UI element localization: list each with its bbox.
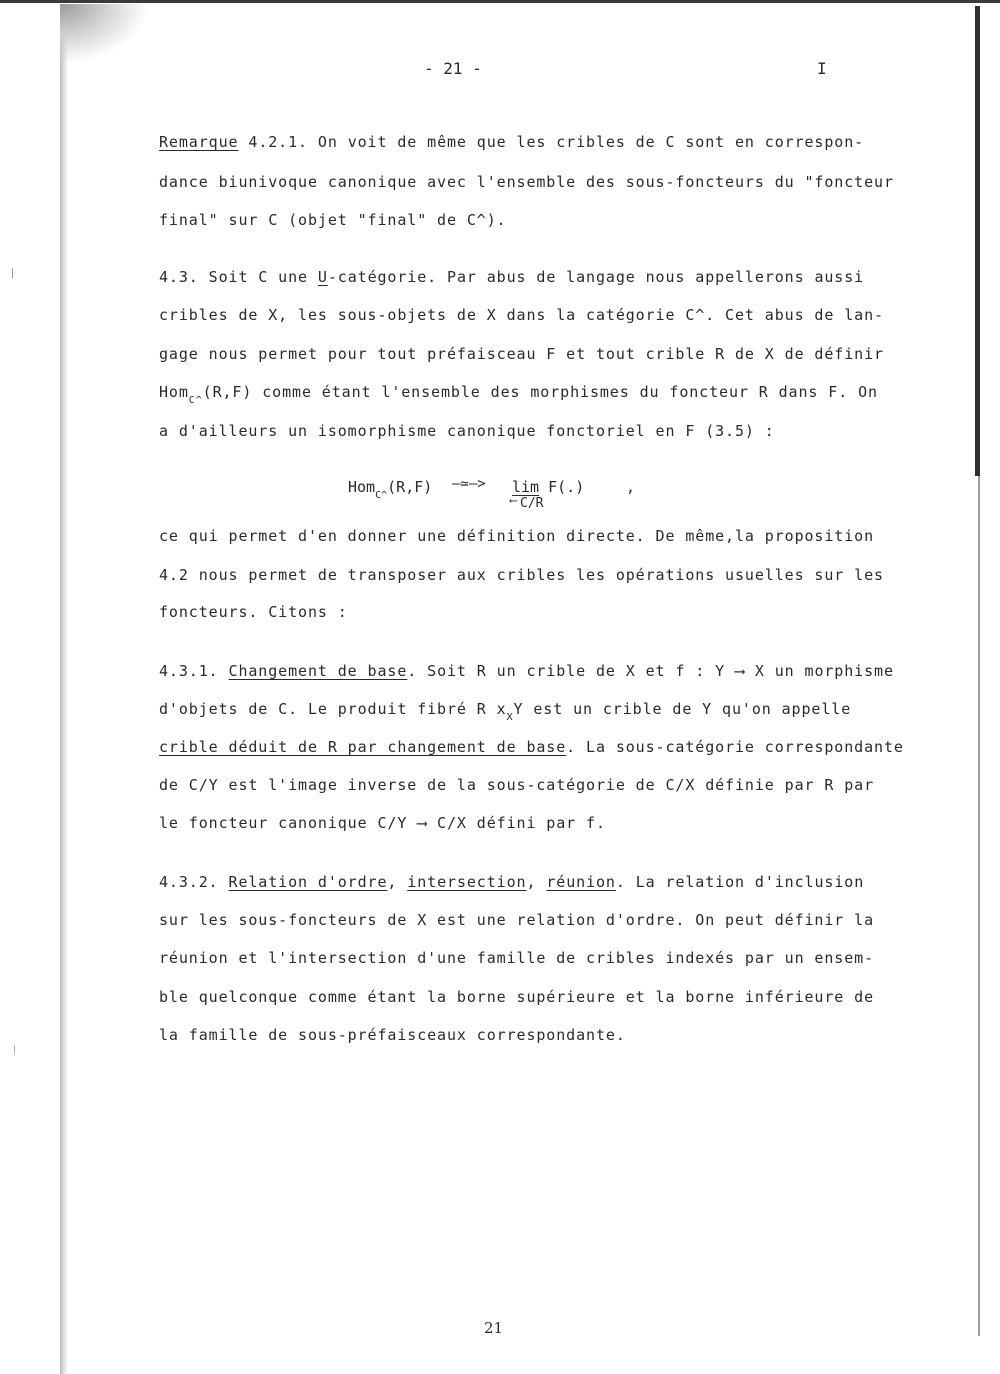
- chapter-marker: I: [817, 59, 827, 78]
- scan-top-edge: [0, 0, 1000, 3]
- s43-line-7: 4.2 nous permet de transposer aux cribles les opérations usuelles sur les: [159, 566, 884, 584]
- formula-hom: Hom$_{C\^{}}$(R,F): [348, 478, 433, 501]
- s43-line-1: 4.3. Soit C une U-catégorie. Par abus de langage nous appellerons aussi: [159, 268, 865, 286]
- section-title-changement-de-base: Changement de base: [228, 662, 408, 680]
- remarque-line-2: dance biunivoque canonique avec l'ensemble des sous-foncteurs du "foncteur: [159, 173, 894, 191]
- iso-arrow: —≃—>: [452, 476, 486, 492]
- remarque-label: Remarque: [159, 133, 239, 151]
- lim-subscript: C/R: [520, 496, 544, 511]
- s431-line-1: 4.3.1. Changement de base. Soit R un crible de X et f : Y ⟶ X un morphisme: [159, 662, 894, 680]
- s431-line-2: d'objets de C. Le produit fibré R $x_XY$ est un crible de Y qu'on appelle: [159, 700, 852, 723]
- s43-line-4: Hom$_{C\^{}}$(R,F) comme étant l'ensemble des morphismes du foncteur R dans F. On: [159, 383, 878, 406]
- s431-line-3: crible déduit de R par changement de base. La sous-catégorie correspondante: [159, 738, 904, 756]
- scan-left-shadow: [60, 8, 68, 1374]
- footer-page-number: 21: [484, 1319, 504, 1337]
- page-header-number: - 21 -: [424, 59, 482, 78]
- remarque-line-1: Remarque 4.2.1. On voit de même que les cribles de C sont en correspon-: [159, 133, 865, 151]
- scan-speck: [12, 268, 13, 278]
- remarque-line-3: final" sur C (objet "final" de C^).: [159, 211, 507, 229]
- s431-line-4: de C/Y est l'image inverse de la sous-catégorie de C/X définie par R par: [159, 776, 875, 794]
- s43-line-5: a d'ailleurs un isomorphisme canonique fonctoriel en F (3.5) :: [159, 422, 775, 440]
- scan-speck: [14, 1045, 15, 1055]
- scan-right-edge-lower: [978, 476, 980, 1336]
- s432-line-5: la famille de sous-préfaisceaux correspondante.: [159, 1026, 626, 1044]
- s43-line-3: gage nous permet pour tout préfaisceau F et tout crible R de X de définir: [159, 345, 884, 363]
- lim-arrow: ⟵: [510, 494, 517, 507]
- scan-right-edge: [975, 6, 980, 476]
- scan-corner-shadow: [60, 4, 150, 64]
- s43-line-2: cribles de X, les sous-objets de X dans la catégorie C^. Cet abus de lan-: [159, 306, 884, 324]
- s431-line-5: le foncteur canonique C/Y ⟶ C/X défini par f.: [159, 814, 606, 832]
- s432-line-2: sur les sous-foncteurs de X est une relation d'ordre. On peut définir la: [159, 911, 875, 929]
- s432-line-3: réunion et l'intersection d'une famille de cribles indexés par un ensem-: [159, 949, 875, 967]
- s43-line-8: foncteurs. Citons :: [159, 603, 348, 621]
- formula-comma: ,: [626, 478, 636, 496]
- formula-lim: lim F(.): [512, 478, 585, 496]
- s432-line-1: 4.3.2. Relation d'ordre, intersection, réunion. La relation d'inclusion: [159, 873, 865, 891]
- s432-line-4: ble quelconque comme étant la borne supérieure et la borne inférieure de: [159, 988, 875, 1006]
- s43-line-6: ce qui permet d'en donner une définition directe. De même,la proposition: [159, 527, 875, 545]
